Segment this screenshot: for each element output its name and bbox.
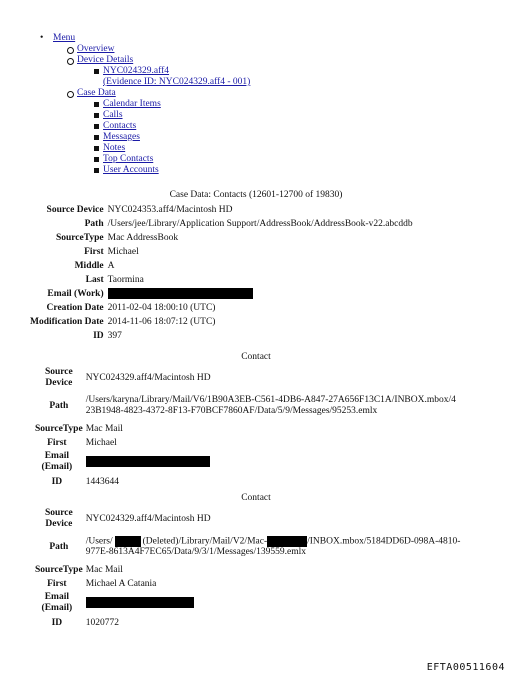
table-row bbox=[32, 422, 456, 436]
contacts-table-caption: Case Data: Contacts (12601-12700 of 19830) bbox=[169, 190, 343, 200]
path-line-2: 23B1948-4823-4372-8F13-F70BCF7860AF/Data/5/9/Messages/95253.emlx bbox=[85, 406, 378, 416]
email-work-label: Email (Work) bbox=[47, 288, 104, 299]
first-value: Michael bbox=[85, 437, 117, 448]
menu-item-case-data bbox=[38, 88, 498, 99]
path-part-b: (Deleted)/Library/Mail/V2/Mac- bbox=[142, 536, 268, 547]
email-label-line: Email bbox=[44, 451, 69, 461]
calendar-items-link[interactable]: Calendar Items bbox=[103, 99, 161, 109]
email-label bbox=[32, 591, 86, 615]
contact-caption-3: Contact bbox=[241, 493, 271, 503]
last-value: Taormina bbox=[107, 274, 144, 285]
last-label: Last bbox=[85, 274, 104, 285]
contact-table-2 bbox=[32, 366, 456, 490]
device-label-line: Device bbox=[45, 378, 73, 388]
table-row bbox=[30, 217, 413, 231]
device-details-link[interactable]: Device Details bbox=[77, 55, 134, 65]
path-line-2: 977E-8613A4F7EC65/Data/9/3/1/Messages/139559.emlx bbox=[85, 547, 307, 558]
menu-item-notes bbox=[38, 143, 498, 154]
path-label: Path bbox=[49, 541, 69, 552]
redaction-bar bbox=[115, 536, 141, 547]
first-label: First bbox=[47, 578, 67, 589]
source-type-label: SourceType bbox=[55, 232, 104, 243]
redaction-bar bbox=[86, 456, 210, 467]
table-row bbox=[30, 315, 413, 329]
redaction-bar bbox=[267, 536, 307, 547]
contacts-link[interactable]: Contacts bbox=[103, 121, 137, 131]
messages-link[interactable]: Messages bbox=[103, 132, 140, 142]
path-label: Path bbox=[84, 218, 104, 229]
menu-item-top-contacts bbox=[38, 154, 498, 165]
source-type-value: Mac Mail bbox=[85, 564, 123, 575]
id-label: ID bbox=[51, 476, 63, 487]
path-label: Path bbox=[49, 400, 69, 411]
email-work-value bbox=[108, 287, 413, 301]
notes-link[interactable]: Notes bbox=[103, 143, 126, 153]
table-row bbox=[30, 231, 413, 245]
evidence-id-link[interactable]: (Evidence ID: NYC024329.aff4 - 001) bbox=[103, 77, 251, 87]
path-part-a: /Users/ bbox=[85, 536, 113, 547]
first-value: Michael bbox=[107, 246, 139, 257]
menu-item-overview bbox=[38, 44, 498, 55]
source-device-value: NYC024329.aff4/Macintosh HD bbox=[85, 372, 211, 383]
middle-label: Middle bbox=[74, 260, 104, 271]
creation-date-value: 2011-02-04 18:00:10 (UTC) bbox=[107, 302, 216, 313]
table-row bbox=[30, 287, 413, 301]
table-row bbox=[32, 577, 460, 591]
table-row bbox=[32, 390, 456, 422]
first-value: Michael A Catania bbox=[85, 578, 157, 589]
table-row bbox=[32, 563, 460, 577]
table-row bbox=[32, 450, 456, 474]
path-value bbox=[86, 531, 461, 563]
table-row bbox=[30, 273, 413, 287]
device-label-line: Device bbox=[45, 519, 73, 529]
device-file-link[interactable]: NYC024329.aff4 bbox=[103, 66, 170, 76]
menu-tree bbox=[38, 33, 498, 176]
menu-item-calls bbox=[38, 110, 498, 121]
path-value: /Users/jee/Library/Application Support/AddressBook/AddressBook-v22.abcddb bbox=[107, 218, 413, 229]
first-label: First bbox=[84, 246, 104, 257]
modification-date-label: Modification Date bbox=[30, 316, 104, 327]
source-device-label bbox=[32, 507, 86, 531]
menu-item-messages bbox=[38, 132, 498, 143]
case-data-link[interactable]: Case Data bbox=[77, 88, 116, 98]
email-paren-line: (Email) bbox=[41, 462, 73, 472]
source-device-label: Source Device bbox=[46, 204, 104, 215]
contact-table-1 bbox=[30, 203, 413, 343]
source-device-value: NYC024329.aff4/Macintosh HD bbox=[85, 513, 211, 524]
calls-link[interactable]: Calls bbox=[103, 110, 123, 120]
first-label: First bbox=[47, 437, 67, 448]
redaction-bar bbox=[86, 597, 194, 608]
source-type-value: Mac Mail bbox=[85, 423, 123, 434]
table-row bbox=[30, 301, 413, 315]
menu-item-root bbox=[38, 33, 498, 44]
table-row bbox=[30, 259, 413, 273]
table-row bbox=[32, 507, 460, 531]
table-row bbox=[32, 366, 456, 390]
id-value: 1443644 bbox=[85, 476, 119, 487]
contact-table-3 bbox=[32, 507, 460, 631]
document-stamp: EFTA00511604 bbox=[426, 662, 505, 673]
menu-item-user-accounts bbox=[38, 165, 498, 176]
table-row bbox=[32, 436, 456, 450]
email-paren-line: (Email) bbox=[41, 603, 73, 613]
id-label: ID bbox=[93, 330, 104, 341]
table-row bbox=[32, 615, 460, 631]
modification-date-value: 2014-11-06 18:07:12 (UTC) bbox=[107, 316, 216, 327]
path-line-1: /Users/karyna/Library/Mail/V6/1B90A3EB-C561-4DB6-A847-27A656F13C1A/INBOX.mbox/4 bbox=[85, 395, 456, 405]
source-device-label bbox=[32, 366, 86, 390]
table-row bbox=[32, 591, 460, 615]
menu-item-calendar bbox=[38, 99, 498, 110]
source-label-line: Source bbox=[44, 508, 73, 518]
table-row bbox=[32, 474, 456, 490]
table-row bbox=[32, 531, 460, 563]
id-label: ID bbox=[51, 617, 63, 628]
creation-date-label: Creation Date bbox=[46, 302, 104, 313]
source-type-value: Mac AddressBook bbox=[107, 232, 179, 243]
contact-caption-2: Contact bbox=[241, 352, 271, 362]
path-part-c: /INBOX.mbox/5184DD6D-098A-4810- bbox=[307, 536, 461, 547]
email-value bbox=[86, 591, 461, 615]
path-value bbox=[86, 390, 456, 422]
menu-item-contacts bbox=[38, 121, 498, 132]
user-accounts-link[interactable]: User Accounts bbox=[103, 165, 159, 175]
source-type-label: SourceType bbox=[35, 423, 83, 434]
email-value bbox=[86, 450, 456, 474]
table-row bbox=[30, 245, 413, 259]
email-label bbox=[32, 450, 86, 474]
middle-value: A bbox=[107, 260, 115, 271]
overview-link[interactable]: Overview bbox=[77, 44, 115, 54]
source-type-label: SourceType bbox=[35, 564, 83, 575]
menu-item-device-file bbox=[38, 66, 498, 88]
menu-link[interactable]: Menu bbox=[53, 33, 76, 43]
redaction-bar bbox=[108, 288, 253, 299]
email-label-line: Email bbox=[44, 592, 69, 602]
source-label-line: Source bbox=[44, 367, 73, 377]
menu-item-device-details bbox=[38, 55, 498, 66]
id-value: 397 bbox=[107, 330, 122, 341]
id-value: 1020772 bbox=[85, 617, 119, 628]
table-row bbox=[30, 203, 413, 217]
source-device-value: NYC024353.aff4/Macintosh HD bbox=[107, 204, 233, 215]
top-contacts-link[interactable]: Top Contacts bbox=[103, 154, 154, 164]
table-row bbox=[30, 329, 413, 343]
